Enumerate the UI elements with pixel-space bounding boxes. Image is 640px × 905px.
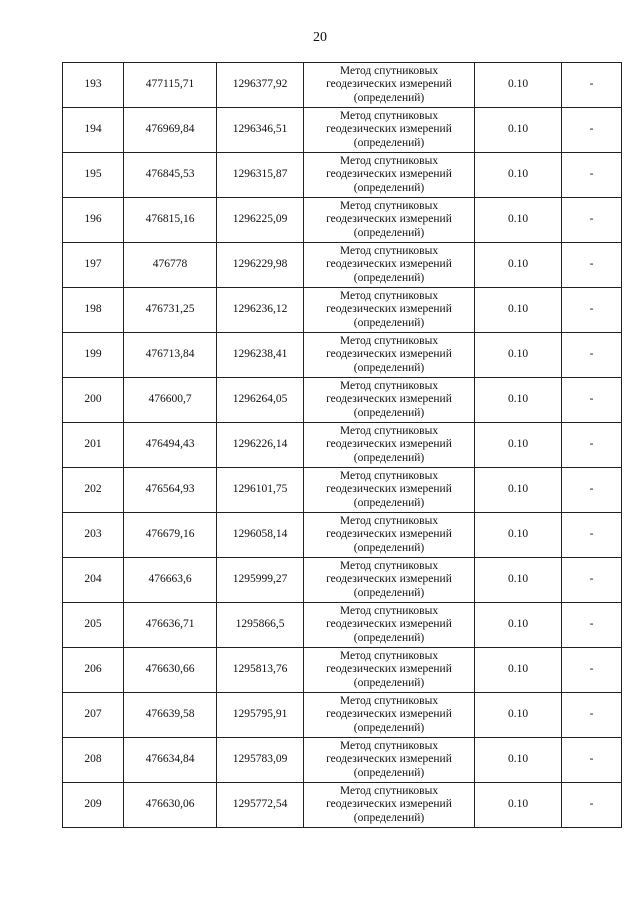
accuracy-cell: 0.10 xyxy=(475,468,562,513)
y-coordinate-cell: 1296058,14 xyxy=(217,513,304,558)
accuracy-cell: 0.10 xyxy=(475,648,562,693)
x-coordinate-cell: 476969,84 xyxy=(124,108,217,153)
extra-cell: - xyxy=(562,63,622,108)
method-line: геодезических измерений xyxy=(326,303,452,316)
method-cell xyxy=(304,378,475,423)
method-line: Метод спутниковых xyxy=(339,649,439,662)
method-line: геодезических измерений xyxy=(326,123,452,136)
table-row xyxy=(63,648,622,693)
method-line: (определений) xyxy=(353,676,425,689)
method-line: Метод спутниковых xyxy=(339,244,439,257)
extra-cell: - xyxy=(562,153,622,198)
point-number-cell: 193 xyxy=(63,63,124,108)
extra-cell: - xyxy=(562,558,622,603)
method-cell xyxy=(304,603,475,648)
x-coordinate-cell: 476663,6 xyxy=(124,558,217,603)
extra-cell: - xyxy=(562,513,622,558)
method-line: Метод спутниковых xyxy=(339,64,439,77)
method-line: (определений) xyxy=(353,361,425,374)
table-row xyxy=(63,738,622,783)
point-number-cell: 199 xyxy=(63,333,124,378)
point-number-cell: 201 xyxy=(63,423,124,468)
extra-cell: - xyxy=(562,108,622,153)
point-number-cell: 198 xyxy=(63,288,124,333)
extra-cell: - xyxy=(562,603,622,648)
accuracy-cell: 0.10 xyxy=(475,108,562,153)
method-line: геодезических измерений xyxy=(326,393,452,406)
method-line: Метод спутниковых xyxy=(339,514,439,527)
method-line: Метод спутниковых xyxy=(339,154,439,167)
coordinates-table xyxy=(62,62,622,828)
method-cell xyxy=(304,108,475,153)
method-line: геодезических измерений xyxy=(326,708,452,721)
x-coordinate-cell: 476630,06 xyxy=(124,783,217,828)
method-line: геодезических измерений xyxy=(326,348,452,361)
point-number-cell: 206 xyxy=(63,648,124,693)
x-coordinate-cell: 476634,84 xyxy=(124,738,217,783)
accuracy-cell: 0.10 xyxy=(475,378,562,423)
extra-cell: - xyxy=(562,783,622,828)
point-number-cell: 194 xyxy=(63,108,124,153)
method-line: (определений) xyxy=(353,136,425,149)
y-coordinate-cell: 1295795,91 xyxy=(217,693,304,738)
method-line: (определений) xyxy=(353,766,425,779)
table-row xyxy=(63,153,622,198)
method-line: Метод спутниковых xyxy=(339,604,439,617)
y-coordinate-cell: 1296229,98 xyxy=(217,243,304,288)
accuracy-cell: 0.10 xyxy=(475,153,562,198)
accuracy-cell: 0.10 xyxy=(475,333,562,378)
x-coordinate-cell: 476815,16 xyxy=(124,198,217,243)
accuracy-cell: 0.10 xyxy=(475,513,562,558)
method-cell xyxy=(304,198,475,243)
method-line: геодезических измерений xyxy=(326,753,452,766)
accuracy-cell: 0.10 xyxy=(475,243,562,288)
point-number-cell: 207 xyxy=(63,693,124,738)
table-row xyxy=(63,513,622,558)
y-coordinate-cell: 1296238,41 xyxy=(217,333,304,378)
x-coordinate-cell: 476600,7 xyxy=(124,378,217,423)
method-line: (определений) xyxy=(353,496,425,509)
x-coordinate-cell: 477115,71 xyxy=(124,63,217,108)
method-cell xyxy=(304,468,475,513)
table-row xyxy=(63,243,622,288)
method-cell xyxy=(304,558,475,603)
y-coordinate-cell: 1296346,51 xyxy=(217,108,304,153)
method-cell xyxy=(304,693,475,738)
method-line: Метод спутниковых xyxy=(339,739,439,752)
page-number: 20 xyxy=(313,30,327,45)
method-line: геодезических измерений xyxy=(326,483,452,496)
accuracy-cell: 0.10 xyxy=(475,693,562,738)
method-line: геодезических измерений xyxy=(326,438,452,451)
method-line: Метод спутниковых xyxy=(339,694,439,707)
method-line: (определений) xyxy=(353,721,425,734)
point-number-cell: 209 xyxy=(63,783,124,828)
table-row xyxy=(63,468,622,513)
method-line: (определений) xyxy=(353,271,425,284)
coordinates-table-body xyxy=(63,63,622,828)
x-coordinate-cell: 476630,66 xyxy=(124,648,217,693)
y-coordinate-cell: 1296225,09 xyxy=(217,198,304,243)
method-cell xyxy=(304,243,475,288)
table-row xyxy=(63,378,622,423)
method-line: Метод спутниковых xyxy=(339,109,439,122)
method-line: Метод спутниковых xyxy=(339,784,439,797)
method-cell xyxy=(304,63,475,108)
method-cell xyxy=(304,153,475,198)
method-line: геодезических измерений xyxy=(326,258,452,271)
method-line: геодезических измерений xyxy=(326,528,452,541)
accuracy-cell: 0.10 xyxy=(475,198,562,243)
accuracy-cell: 0.10 xyxy=(475,558,562,603)
y-coordinate-cell: 1296101,75 xyxy=(217,468,304,513)
extra-cell: - xyxy=(562,198,622,243)
point-number-cell: 203 xyxy=(63,513,124,558)
method-line: геодезических измерений xyxy=(326,213,452,226)
x-coordinate-cell: 476639,58 xyxy=(124,693,217,738)
method-line: Метод спутниковых xyxy=(339,199,439,212)
method-line: геодезических измерений xyxy=(326,618,452,631)
method-cell xyxy=(304,288,475,333)
method-cell xyxy=(304,783,475,828)
method-line: Метод спутниковых xyxy=(339,559,439,572)
extra-cell: - xyxy=(562,243,622,288)
method-cell xyxy=(304,423,475,468)
y-coordinate-cell: 1296226,14 xyxy=(217,423,304,468)
method-line: геодезических измерений xyxy=(326,78,452,91)
y-coordinate-cell: 1295783,09 xyxy=(217,738,304,783)
extra-cell: - xyxy=(562,288,622,333)
table-row xyxy=(63,423,622,468)
method-cell xyxy=(304,738,475,783)
method-line: (определений) xyxy=(353,316,425,329)
y-coordinate-cell: 1295999,27 xyxy=(217,558,304,603)
extra-cell: - xyxy=(562,693,622,738)
extra-cell: - xyxy=(562,738,622,783)
table-row xyxy=(63,783,622,828)
method-line: геодезических измерений xyxy=(326,573,452,586)
method-line: (определений) xyxy=(353,226,425,239)
point-number-cell: 202 xyxy=(63,468,124,513)
extra-cell: - xyxy=(562,468,622,513)
x-coordinate-cell: 476845,53 xyxy=(124,153,217,198)
x-coordinate-cell: 476778 xyxy=(124,243,217,288)
extra-cell: - xyxy=(562,423,622,468)
table-row xyxy=(63,603,622,648)
x-coordinate-cell: 476636,71 xyxy=(124,603,217,648)
table-row xyxy=(63,693,622,738)
method-line: (определений) xyxy=(353,586,425,599)
method-line: геодезических измерений xyxy=(326,663,452,676)
accuracy-cell: 0.10 xyxy=(475,423,562,468)
x-coordinate-cell: 476713,84 xyxy=(124,333,217,378)
method-line: Метод спутниковых xyxy=(339,469,439,482)
point-number-cell: 200 xyxy=(63,378,124,423)
y-coordinate-cell: 1296315,87 xyxy=(217,153,304,198)
y-coordinate-cell: 1295866,5 xyxy=(217,603,304,648)
extra-cell: - xyxy=(562,648,622,693)
method-cell xyxy=(304,513,475,558)
point-number-cell: 195 xyxy=(63,153,124,198)
point-number-cell: 208 xyxy=(63,738,124,783)
table-row xyxy=(63,558,622,603)
accuracy-cell: 0.10 xyxy=(475,783,562,828)
y-coordinate-cell: 1296236,12 xyxy=(217,288,304,333)
method-cell xyxy=(304,648,475,693)
method-line: (определений) xyxy=(353,541,425,554)
accuracy-cell: 0.10 xyxy=(475,738,562,783)
point-number-cell: 205 xyxy=(63,603,124,648)
x-coordinate-cell: 476564,93 xyxy=(124,468,217,513)
method-line: геодезических измерений xyxy=(326,798,452,811)
table-row xyxy=(63,63,622,108)
point-number-cell: 204 xyxy=(63,558,124,603)
accuracy-cell: 0.10 xyxy=(475,288,562,333)
table-row xyxy=(63,108,622,153)
y-coordinate-cell: 1296377,92 xyxy=(217,63,304,108)
x-coordinate-cell: 476679,16 xyxy=(124,513,217,558)
method-line: (определений) xyxy=(353,811,425,824)
point-number-cell: 196 xyxy=(63,198,124,243)
y-coordinate-cell: 1295772,54 xyxy=(217,783,304,828)
method-line: (определений) xyxy=(353,406,425,419)
method-line: Метод спутниковых xyxy=(339,334,439,347)
method-line: (определений) xyxy=(353,181,425,194)
table-row xyxy=(63,288,622,333)
accuracy-cell: 0.10 xyxy=(475,63,562,108)
accuracy-cell: 0.10 xyxy=(475,603,562,648)
method-line: (определений) xyxy=(353,631,425,644)
table-row xyxy=(63,198,622,243)
y-coordinate-cell: 1295813,76 xyxy=(217,648,304,693)
method-line: геодезических измерений xyxy=(326,168,452,181)
method-line: Метод спутниковых xyxy=(339,424,439,437)
extra-cell: - xyxy=(562,378,622,423)
y-coordinate-cell: 1296264,05 xyxy=(217,378,304,423)
method-line: Метод спутниковых xyxy=(339,289,439,302)
extra-cell: - xyxy=(562,333,622,378)
method-line: (определений) xyxy=(353,91,425,104)
method-line: (определений) xyxy=(353,451,425,464)
x-coordinate-cell: 476731,25 xyxy=(124,288,217,333)
method-line: Метод спутниковых xyxy=(339,379,439,392)
table-row xyxy=(63,333,622,378)
point-number-cell: 197 xyxy=(63,243,124,288)
x-coordinate-cell: 476494,43 xyxy=(124,423,217,468)
method-cell xyxy=(304,333,475,378)
